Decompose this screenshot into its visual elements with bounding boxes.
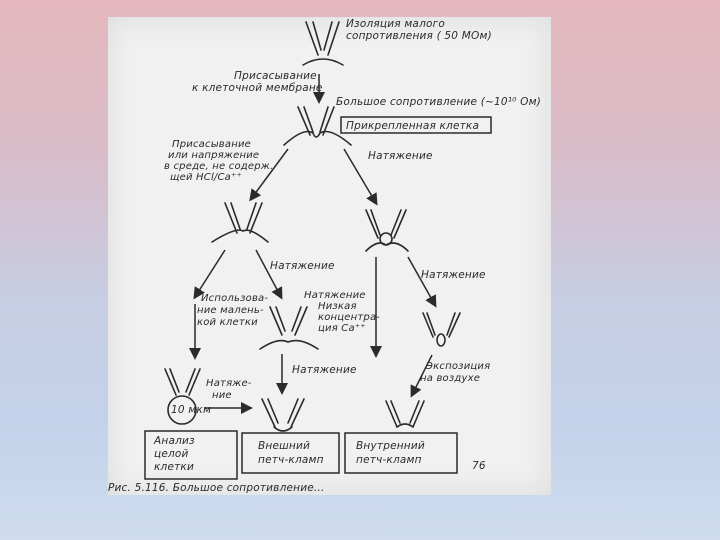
patch-clamp-diagram xyxy=(108,17,551,495)
tension-left-2: ние xyxy=(212,390,232,401)
inside-out-line-2: петч-кламп xyxy=(356,454,422,466)
tension-lower-label: Натяжение xyxy=(292,364,357,376)
air-exposure-2: на воздухе xyxy=(420,373,481,384)
tension-low-ca-3: концентра- xyxy=(318,312,381,323)
outside-out-line-2: петч-кламп xyxy=(258,454,324,466)
tension-mid-label: Натяжение xyxy=(270,260,335,272)
tension-left-1: Натяже- xyxy=(206,378,252,389)
isolation-label-1: Изоляция малого xyxy=(346,18,445,30)
tension-low-ca-1: Натяжение xyxy=(304,290,366,301)
whole-cell-line-1: Анализ xyxy=(154,435,195,447)
suction-label-2: к клеточной мембране xyxy=(192,82,323,94)
air-exposure-1: Экспозиция xyxy=(426,361,491,372)
small-patch-2: ние малень- xyxy=(197,305,264,316)
suction-label-1: Присасывание xyxy=(234,70,317,82)
outside-out-line-1: Внешний xyxy=(258,440,311,452)
tension-far-right-label: Натяжение xyxy=(421,269,486,281)
textbook-page xyxy=(108,17,551,495)
small-patch-1: Использова- xyxy=(201,293,269,304)
arrow-to-small-cell xyxy=(195,250,225,297)
outside-out-box xyxy=(242,433,339,473)
pipette-free xyxy=(303,22,343,65)
whole-cell-line-2: целой xyxy=(154,448,189,460)
suction-medium-1: Присасывание xyxy=(172,139,251,150)
tension-right-label: Натяжение xyxy=(368,150,433,162)
pipette-whole-cell-step xyxy=(212,203,268,242)
cell-size-label: 10 мкм xyxy=(171,404,212,416)
suction-medium-4: щей НCl/Ca⁺⁺ xyxy=(170,172,242,183)
pipette-inside-out-forming xyxy=(423,313,460,346)
whole-cell-line-3: клетки xyxy=(154,461,194,473)
pipette-outside-out-forming xyxy=(260,307,318,349)
inside-out-box xyxy=(345,433,457,473)
page-mark: 76 xyxy=(472,460,486,472)
arrow-to-outside-out-forming xyxy=(256,250,281,297)
inside-out-line-1: Внутренний xyxy=(356,440,425,452)
suction-medium-2: или напряжение xyxy=(168,150,260,161)
isolation-label-2: сопротивления ( 50 МОм) xyxy=(346,30,492,42)
figure-caption: Рис. 5.116. Большое сопротивление... xyxy=(108,482,325,494)
pipette-vesicle xyxy=(366,210,408,251)
small-patch-3: кой клетки xyxy=(197,317,258,328)
attached-patch-label: Прикрепленная клетка xyxy=(346,120,480,132)
pipette-inside-out xyxy=(386,401,424,427)
high-resistance-label: Большое сопротивление (~10¹⁰ Ом) xyxy=(336,96,541,108)
pipette-outside-out xyxy=(262,399,304,431)
pipette-whole-cell xyxy=(165,369,211,424)
suction-medium-3: в среде, не содерж. xyxy=(164,161,274,172)
tension-low-ca-4: ция Са⁺⁺ xyxy=(318,323,366,334)
tension-low-ca-2: Низкая xyxy=(318,301,357,312)
arrow-to-inside-out-forming xyxy=(408,257,435,305)
